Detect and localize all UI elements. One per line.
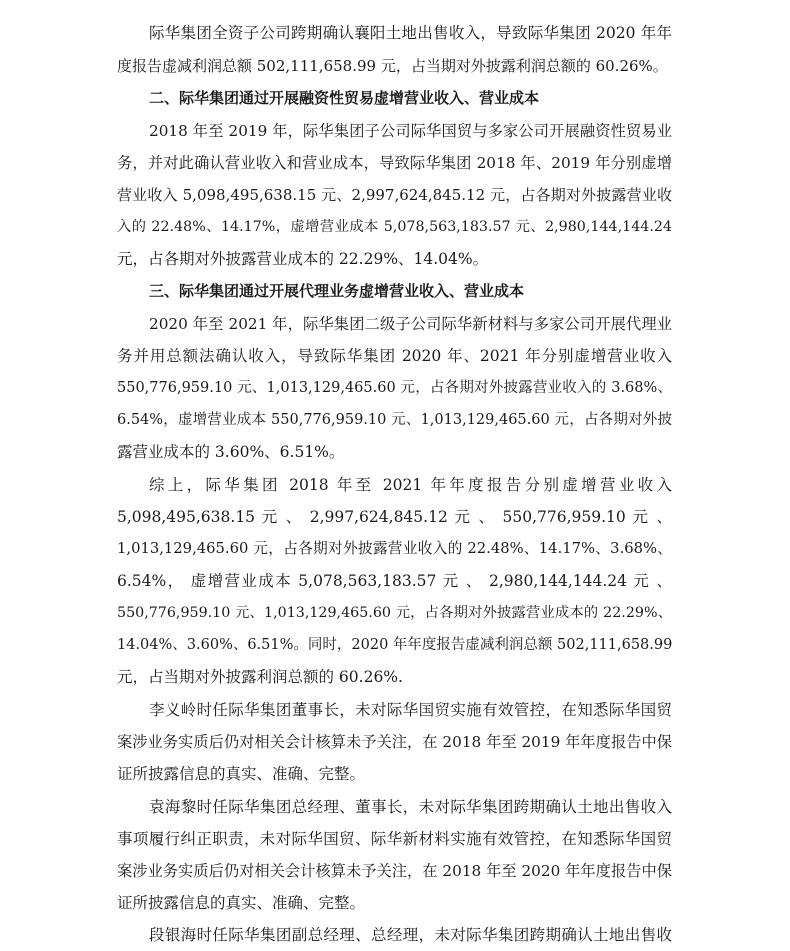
paragraph-line: 务，并对此确认营业收入和营业成本，导致际华集团 2018 年、2019 年分别虚增 xyxy=(117,154,672,172)
paragraph-line: 1,013,129,465.60 元，占各期对外披露营业收入的 22.48%、14.17%、3.68%、 xyxy=(117,540,672,557)
paragraph-line: 2018 年至 2019 年，际华集团子公司际华国贸与多家公司开展融资性贸易业 xyxy=(149,122,672,140)
paragraph-line: 事项履行纠正职责，未对际华国贸、际华新材料实施有效管控，在知悉际华国贸 xyxy=(117,830,672,848)
paragraph-line: 14.04%、3.60%、6.51%。同时，2020 年年度报告虚减利润总额 502,111,658.99 xyxy=(117,637,673,653)
section-heading: 二、际华集团通过开展融资性贸易虚增营业收入、营业成本 xyxy=(149,89,540,107)
paragraph-line: 露营业成本的 3.60%、6.51%。 xyxy=(117,443,345,461)
paragraph-line: 际华集团全资子公司跨期确认襄阳土地出售收入，导致际华集团 2020 年年 xyxy=(149,24,672,42)
paragraph-line: 袁海黎时任际华集团总经理、董事长，未对际华集团跨期确认土地出售收入 xyxy=(149,798,672,816)
paragraph-line: 6.54%，虚增营业成本 550,776,959.10 元、1,013,129,465.60 元，占各期对外披 xyxy=(117,412,672,428)
paragraph-line: 段银海时任际华集团副总经理、总经理，未对际华集团跨期确认土地出售收 xyxy=(149,926,672,944)
paragraph-line: 营业收入 5,098,495,638.15 元、2,997,624,845.12 元，占各期对外披露营业收 xyxy=(117,186,672,204)
paragraph-line: 证所披露信息的真实、准确、完整。 xyxy=(117,765,366,783)
paragraph-line: 李义岭时任际华集团董事长，未对际华国贸实施有效管控，在知悉际华国贸 xyxy=(149,701,672,719)
paragraph-line: 入的 22.48%、14.17%，虚增营业成本 5,078,563,183.57 元、2,980,144,144.24 xyxy=(117,219,672,235)
paragraph-line: 证所披露信息的真实、准确、完整。 xyxy=(117,894,366,912)
paragraph-line: 务并用总额法确认收入，导致际华集团 2020 年、2021 年分别虚增营业收入 xyxy=(117,347,672,365)
paragraph-line: 6.54%， 虚增营业成本 5,078,563,183.57 元 、 2,980,144,144.24 元 、 xyxy=(117,572,672,590)
section-heading: 三、际华集团通过开展代理业务虚增营业收入、营业成本 xyxy=(149,282,525,300)
paragraph-line: 度报告虚减利润总额 502,111,658.99 元，占当期对外披露利润总额的 60.26%。 xyxy=(117,57,668,75)
paragraph-line: 550,776,959.10 元、1,013,129,465.60 元，占各期对外披露营业成本的 22.29%、 xyxy=(117,605,672,621)
paragraph-line: 综上，际华集团 2018 年至 2021 年年度报告分别虚增营业收入 xyxy=(149,476,672,494)
paragraph-line: 2020 年至 2021 年，际华集团二级子公司际华新材料与多家公司开展代理业 xyxy=(149,315,672,333)
paragraph-line: 元，占各期对外披露营业成本的 22.29%、14.04%。 xyxy=(117,250,489,268)
paragraph-line: 案涉业务实质后仍对相关会计核算未予关注，在 2018 年至 2020 年年度报告中保 xyxy=(117,862,672,880)
paragraph-line: 案涉业务实质后仍对相关会计核算未予关注，在 2018 年至 2019 年年度报告中保 xyxy=(117,733,672,751)
paragraph-line: 元，占当期对外披露利润总额的 60.26%. xyxy=(117,668,403,686)
paragraph-line: 5,098,495,638.15 元 、 2,997,624,845.12 元 、 550,776,959.10 元 、 xyxy=(117,508,672,526)
paragraph-line: 550,776,959.10 元、1,013,129,465.60 元，占各期对外披露营业收入的 3.68%、 xyxy=(117,380,672,396)
